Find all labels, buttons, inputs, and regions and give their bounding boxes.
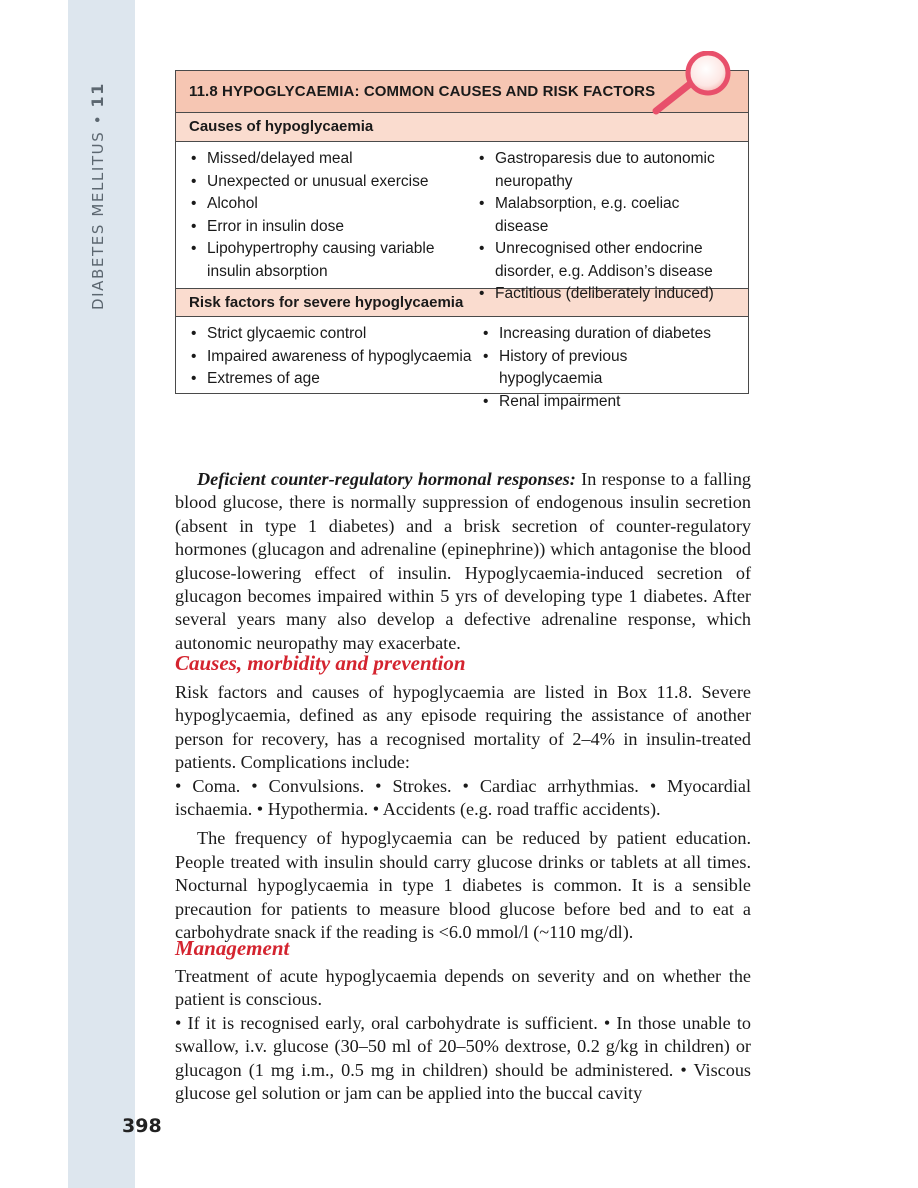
section-heading-causes-morbidity: Causes, morbidity and prevention [175, 651, 466, 675]
list-item: • Missed/delayed meal [189, 148, 477, 171]
body-text-management [175, 965, 751, 1105]
box-title: 11.8 HYPOGLYCAEMIA: COMMON CAUSES AND RISK FACTORS [189, 83, 656, 100]
list-item: • Factitious (deliberately induced) [477, 283, 735, 306]
list-item: • Unexpected or unusual exercise [189, 171, 477, 194]
causes-body [176, 142, 748, 302]
causes-left-list [189, 148, 477, 284]
body-text-causes [175, 681, 751, 944]
box-title-bar [176, 71, 748, 113]
list-item: • Increasing duration of diabetes [481, 323, 735, 346]
paragraph: Treatment of acute hypoglycaemia depends on severity and on whether the patient is conscious. [175, 966, 751, 1010]
list-item: • Unrecognised other endocrine disorder, e.g. Addison’s disease [477, 238, 730, 283]
running-head [80, 50, 116, 310]
running-head-chapter: 11 [88, 81, 107, 108]
paragraph-text: In response to a falling blood glucose, there is normally suppression of endogenous insulin secretion (absent in type 1 diabetes) and a brisk secretion of counter-regulatory hormones (glucagon and adrenaline (epinephrine)) which antagonise the blood glucose-lowering effect of insulin. Hypoglycaemia-induced secretion of glucagon becomes impaired within 5 yrs of developing type 1 diabetes. After several years many also develop a defective adrenaline response, which autonomic neuropathy may exacerbate. [175, 469, 752, 653]
causes-right-list [477, 148, 735, 302]
section-heading-risk-factors: Risk factors for severe hypoglycaemia [176, 288, 748, 317]
running-head-title: DIABETES MELLITUS [89, 130, 107, 310]
list-item: • Lipohypertrophy causing variable insulin absorption [189, 238, 455, 283]
list-item: • Malabsorption, e.g. coeliac disease [477, 193, 735, 238]
section-heading-causes: Causes of hypoglycaemia [176, 113, 748, 142]
paragraph: The frequency of hypoglycaemia can be reduced by patient education. People treated with insulin should carry glucose drinks or tablets at all times. Nocturnal hypoglycaemia in type 1 diabetes is common. It is a sensible precaution for patients to measure blood glucose before bed and to eat a carbohydrate snack if the reading is <6.0 mmol/l (~110 mg/dl). [175, 828, 751, 943]
running-head-separator: • [89, 113, 107, 125]
list-item: • History of previous hypoglycaemia [481, 346, 735, 391]
info-box [175, 70, 749, 410]
paragraph-lead: Deficient counter-regulatory hormonal responses: [197, 469, 576, 489]
list-item: • Error in insulin dose [189, 216, 477, 239]
list-item: • Alcohol [189, 193, 477, 216]
paragraph: • If it is recognised early, oral carbohydrate is sufficient. • In those unable to swallow, i.v. glucose (30–50 ml of 20–50% dextrose, 0.2 g/kg in children) or glucagon (1 mg i.m., 0.5 mg in children) should be administered. • Viscous glucose gel solution or jam can be applied into the buccal cavity [175, 1012, 751, 1104]
list-item: • Impaired awareness of hypoglycaemia [189, 346, 481, 369]
paragraph-complications: • Coma. • Convulsions. • Strokes. • Cardiac arrhythmias. • Myocardial ischaemia. • Hypothermia. • Accidents (e.g. road traffic accidents). [175, 775, 751, 820]
section-heading-management: Management [175, 936, 290, 960]
list-item: • Extremes of age [189, 368, 481, 391]
risk-factors-body [176, 317, 748, 417]
list-item: • Strict glycaemic control [189, 323, 481, 346]
paragraph-counter-regulatory [175, 468, 751, 655]
paragraph: Risk factors and causes of hypoglycaemia are listed in Box 11.8. Severe hypoglycaemia, defined as any episode requiring the assistance of another person for recovery, has a recognised mortality of 2–4% in insulin-treated patients. Complications include: [175, 682, 751, 773]
risk-left-list [189, 323, 481, 413]
list-item: • Gastroparesis due to autonomic neuropathy [477, 148, 735, 193]
list-item: • Renal impairment [481, 391, 735, 414]
magnifier-icon [650, 51, 742, 117]
page-number: 398 [122, 1115, 162, 1137]
risk-right-list [481, 323, 735, 413]
